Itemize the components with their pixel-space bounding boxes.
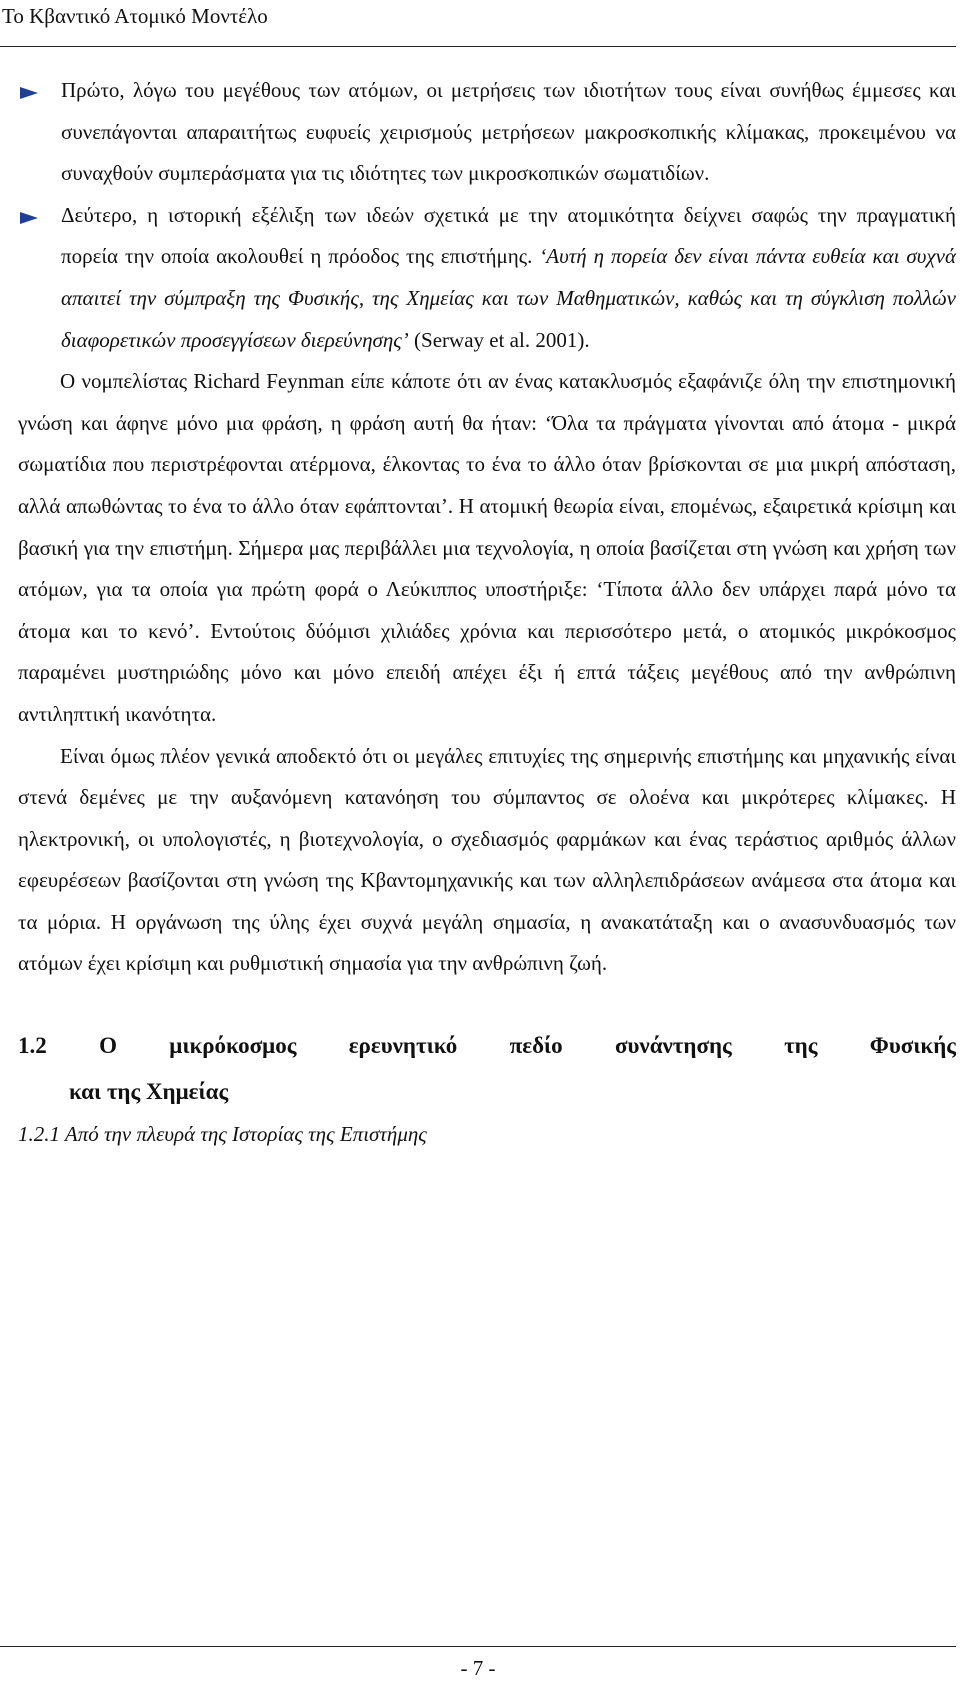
bullet-item-2-quote: ‘Αυτή η πορεία δεν είναι πάντα ευθεία και συχνά απαιτεί την σύμπραξη της Φυσικής, της Χημείας και των Μαθηματικών, καθώς και τη σύγκλιση πολλών διαφορετικών προσεγγίσεων διερεύνησης’ bbox=[61, 244, 956, 352]
bullet-item-2-text: Δεύτερο, η ιστορική εξέλιξη των ιδεών σχετικά με την ατομικότητα δείχνει σαφώς την πραγματική πορεία την οποία ακολουθεί η πρόοδος της επιστήμης. bbox=[61, 202, 956, 269]
section-heading-word: 1.2 bbox=[18, 1033, 47, 1059]
section-heading-word: ερευνητικό bbox=[348, 1033, 458, 1059]
bullet-item-1-text: Πρώτο, λόγω του μεγέθους των ατόμων, οι μετρήσεις των ιδιοτήτων τους είναι συνήθως έμμεσες και συνεπάγονται απαραιτήτως ευφυείς χειρισμούς μετρήσεων μακροσκοπικής κλίμακας, προκειμένου να συναχθούν συμπεράσματα για τις ιδιότητες των μικροσκοπικών σωματιδίων. bbox=[61, 78, 956, 186]
section-heading-word: συνάντησης bbox=[614, 1033, 732, 1059]
paragraph-modern-science: Είναι όμως πλέον γενικά αποδεκτό ότι οι μεγάλες επιτυχίες της σημερινής επιστήμης και μηχανικής είναι στενά δεμένες με την αυξανόμενη κατανόηση του σύμπαντος σε ολοένα και μικρότερες κλίμακες. Η ηλεκτρονική, οι υπολογιστές, η βιοτεχνολογία, ο σχεδιασμός φαρμάκων και ένας τεράστιος αριθμός άλλων εφευρέσεων βασίζονται στη γνώση της Κβαντομηχανικής και των αλληλεπιδράσεων ανάμεσα στα άτομα και τα μόρια. Η οργάνωση της ύλης έχει συχνά μεγάλη σημασία, η ανακατάταξη και ο ανασυνδυασμός των ατόμων έχει κρίσιμη και ρυθμιστική σημασία για την ανθρώπινη ζωή. bbox=[18, 743, 956, 976]
section-heading-word: Ο bbox=[99, 1033, 117, 1059]
bullet-item-2 bbox=[18, 195, 956, 361]
right-pointing-triangle-icon bbox=[18, 211, 40, 225]
bullet-item-1 bbox=[18, 70, 956, 195]
page-number: - 7 - bbox=[460, 1656, 496, 1680]
section-heading-word: πεδίο bbox=[509, 1033, 563, 1059]
section-heading bbox=[18, 1023, 956, 1115]
section-heading-word: της bbox=[784, 1033, 818, 1059]
paragraph-feynman: Ο νομπελίστας Richard Feynman είπε κάποτε ότι αν ένας κατακλυσμός εξαφάνιζε όλη την επιστημονική γνώση και άφηνε μόνο μια φράση, η φράση αυτή θα ήταν: ‘Όλα τα πράγματα γίνονται από άτομα - μικρά σωματίδια που περιστρέφονται ατέρμονα, έλκοντας το ένα το άλλο όταν βρίσκονται σε μια μικρή απόσταση, αλλά απωθώντας το ένα το άλλο όταν εφάπτονται’. Η ατομική θεωρία είναι, επομένως, εξαιρετικά κρίσιμη και βασική για την επιστήμη. Σήμερα μας περιβάλλει μια τεχνολογία, η οποία βασίζεται στη γνώση και χρήση των ατόμων, για τα οποία για πρώτη φορά ο Λεύκιππος υποστήριξε: ‘Τίποτα άλλο δεν υπάρχει παρά μόνο τα άτομα και το κενό’. Εντούτοις δύόμισι χιλιάδες χρόνια και περισσότερο μετά, ο ατομικός μικρόκοσμος παραμένει μυστηριώδης μόνο και μόνο επειδή απέχει έξι ή επτά τάξεις μεγέθους από την ανθρώπινη αντιληπτική ικανότητα. bbox=[18, 369, 956, 726]
section-heading-line-2: και της Χημείας bbox=[69, 1079, 229, 1105]
footer-rule bbox=[0, 1646, 956, 1647]
right-pointing-triangle-icon bbox=[18, 86, 40, 100]
section-heading-word: μικρόκοσμος bbox=[169, 1033, 297, 1059]
body-text bbox=[18, 70, 956, 1149]
running-header-title: Το Κβαντικό Ατομικό Μοντέλο bbox=[2, 4, 268, 28]
section-heading-line-1 bbox=[18, 1023, 956, 1069]
subsection-heading: 1.2.1 Από την πλευρά της Ιστορίας της Επιστήμης bbox=[18, 1122, 427, 1147]
bullet-item-2-citation: (Serway et al. 2001). bbox=[408, 327, 590, 352]
section-heading-word: Φυσικής bbox=[869, 1033, 956, 1059]
running-header bbox=[0, 0, 956, 47]
